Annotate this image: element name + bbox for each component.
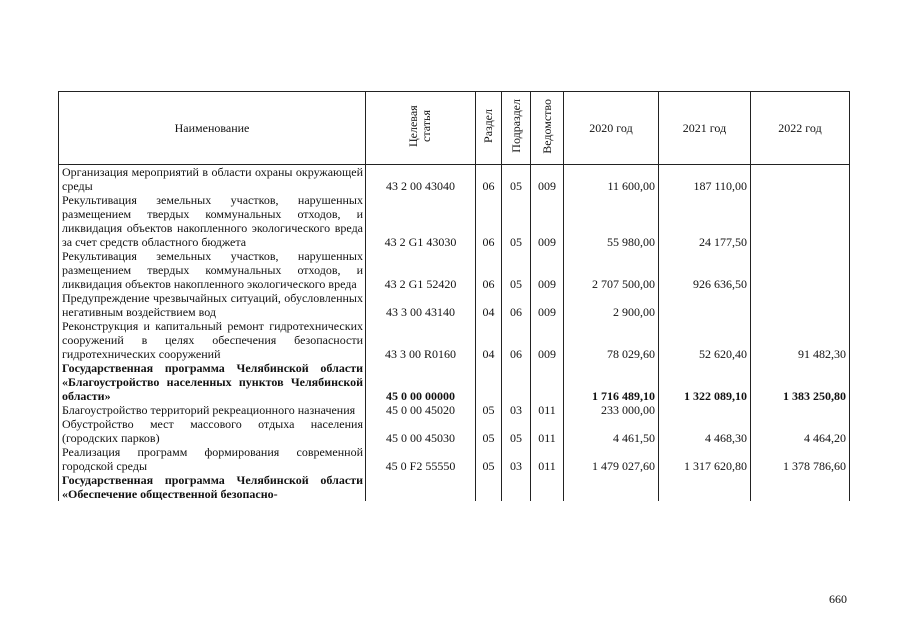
cell-subsection: [502, 361, 531, 403]
cell-name: Государственная программа Челябинской области «Обеспечение общественной безопасно-: [59, 473, 366, 501]
cell-code: 45 0 00 45030: [366, 417, 476, 445]
cell-y2020: 78 029,60: [564, 319, 659, 361]
cell-name: Рекультивация земельных участков, нарушенных размещением твердых коммунальных отходов, и ликвидация объектов накопленного экологического вреда за счет средств областного бюджета: [59, 193, 366, 249]
header-row: [59, 92, 850, 165]
cell-department: 009: [531, 165, 564, 194]
cell-department: [531, 361, 564, 403]
table-row: [59, 417, 850, 445]
table-row: [59, 473, 850, 501]
header-section: Раздел: [476, 92, 502, 165]
cell-subsection: 03: [502, 403, 531, 417]
cell-department: 009: [531, 193, 564, 249]
cell-y2020: 2 707 500,00: [564, 249, 659, 291]
cell-code: 45 0 00 45020: [366, 403, 476, 417]
cell-section: 05: [476, 417, 502, 445]
cell-subsection: 03: [502, 445, 531, 473]
header-subsection: Подраздел: [502, 92, 531, 165]
cell-y2021: 926 636,50: [659, 249, 751, 291]
cell-subsection: 05: [502, 417, 531, 445]
cell-subsection: 06: [502, 319, 531, 361]
cell-y2020: 2 900,00: [564, 291, 659, 319]
cell-department: 011: [531, 403, 564, 417]
cell-y2022: [751, 165, 850, 194]
cell-code: [366, 473, 476, 501]
cell-y2022: 4 464,20: [751, 417, 850, 445]
cell-section: 04: [476, 319, 502, 361]
cell-name: Государственная программа Челябинской области «Благоустройство населенных пунктов Челябинской области»: [59, 361, 366, 403]
cell-y2021: [659, 291, 751, 319]
cell-code: 43 3 00 R0160: [366, 319, 476, 361]
table-row: [59, 165, 850, 194]
cell-section: 04: [476, 291, 502, 319]
cell-section: 06: [476, 193, 502, 249]
cell-name: Реализация программ формирования современной городской среды: [59, 445, 366, 473]
cell-y2021: [659, 473, 751, 501]
header-2021: 2021 год: [659, 92, 751, 165]
cell-department: 009: [531, 291, 564, 319]
cell-subsection: [502, 473, 531, 501]
header-department: Ведомство: [531, 92, 564, 165]
header-name: Наименование: [59, 92, 366, 165]
cell-y2020: 233 000,00: [564, 403, 659, 417]
cell-section: 06: [476, 165, 502, 194]
cell-name: Реконструкция и капитальный ремонт гидротехнических сооружений в целях обеспечения безопасности гидротехнических сооружений: [59, 319, 366, 361]
cell-y2022: [751, 403, 850, 417]
page-number: 660: [829, 592, 847, 606]
cell-y2022: [751, 291, 850, 319]
cell-subsection: 05: [502, 249, 531, 291]
cell-name: Обустройство мест массового отдыха населения (городских парков): [59, 417, 366, 445]
cell-y2021: 187 110,00: [659, 165, 751, 194]
cell-y2020: 1 716 489,10: [564, 361, 659, 403]
cell-y2021: 1 322 089,10: [659, 361, 751, 403]
header-2020: 2020 год: [564, 92, 659, 165]
cell-code: 43 3 00 43140: [366, 291, 476, 319]
cell-y2021: 52 620,40: [659, 319, 751, 361]
cell-department: 009: [531, 319, 564, 361]
cell-subsection: 05: [502, 193, 531, 249]
header-2022: 2022 год: [751, 92, 850, 165]
cell-y2021: [659, 403, 751, 417]
cell-subsection: 05: [502, 165, 531, 194]
cell-code: 43 2 00 43040: [366, 165, 476, 194]
header-code: Целевая статья: [366, 92, 476, 165]
cell-code: 45 0 00 00000: [366, 361, 476, 403]
cell-name: Организация мероприятий в области охраны окружающей среды: [59, 165, 366, 194]
budget-table: [58, 91, 850, 501]
cell-y2022: 1 378 786,60: [751, 445, 850, 473]
cell-department: 009: [531, 249, 564, 291]
cell-y2022: [751, 249, 850, 291]
cell-y2020: [564, 473, 659, 501]
table-row: [59, 249, 850, 291]
cell-section: 06: [476, 249, 502, 291]
cell-name: Рекультивация земельных участков, нарушенных размещением твердых коммунальных отходов, и ликвидация объектов накопленного экологического вреда: [59, 249, 366, 291]
cell-name: Предупреждение чрезвычайных ситуаций, обусловленных негативным воздействием вод: [59, 291, 366, 319]
cell-y2021: 4 468,30: [659, 417, 751, 445]
cell-code: 43 2 G1 43030: [366, 193, 476, 249]
cell-y2022: [751, 193, 850, 249]
table-row: [59, 445, 850, 473]
cell-y2022: 91 482,30: [751, 319, 850, 361]
table-row: [59, 319, 850, 361]
cell-section: [476, 361, 502, 403]
cell-section: [476, 473, 502, 501]
cell-y2020: 55 980,00: [564, 193, 659, 249]
cell-name: Благоустройство территорий рекреационного назначения: [59, 403, 366, 417]
cell-y2020: 1 479 027,60: [564, 445, 659, 473]
cell-subsection: 06: [502, 291, 531, 319]
cell-department: 011: [531, 445, 564, 473]
cell-y2020: 11 600,00: [564, 165, 659, 194]
cell-y2021: 1 317 620,80: [659, 445, 751, 473]
cell-code: 45 0 F2 55550: [366, 445, 476, 473]
cell-section: 05: [476, 403, 502, 417]
cell-y2022: [751, 473, 850, 501]
table-row: [59, 403, 850, 417]
cell-y2020: 4 461,50: [564, 417, 659, 445]
table-row: [59, 361, 850, 403]
cell-department: [531, 473, 564, 501]
cell-section: 05: [476, 445, 502, 473]
cell-department: 011: [531, 417, 564, 445]
table-row: [59, 193, 850, 249]
cell-y2021: 24 177,50: [659, 193, 751, 249]
table-row: [59, 291, 850, 319]
cell-y2022: 1 383 250,80: [751, 361, 850, 403]
cell-code: 43 2 G1 52420: [366, 249, 476, 291]
